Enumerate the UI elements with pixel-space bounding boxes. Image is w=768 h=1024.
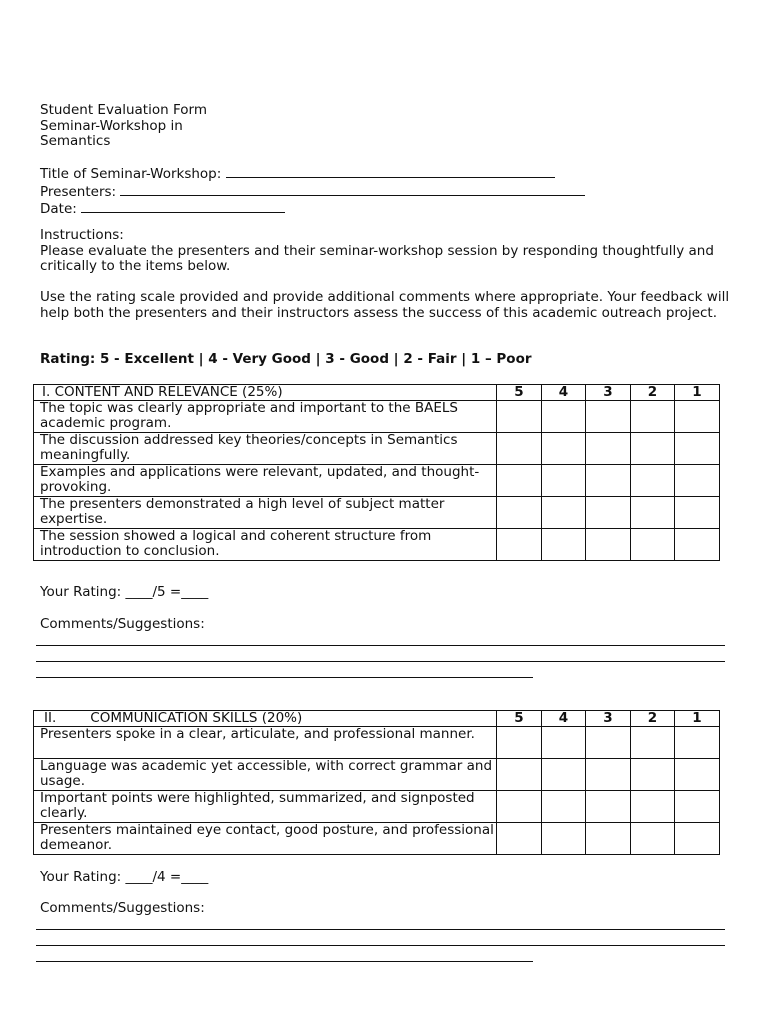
communication-skills-table [33,710,720,855]
rating-cell-5[interactable] [497,727,542,759]
section1-your-rating[interactable]: Your Rating: ____/5 =____ [40,584,209,600]
rating-cell-4[interactable] [542,529,586,561]
rating-cell-2[interactable] [631,433,675,465]
scale-header: 3 [586,711,631,727]
table-header-row [34,711,720,727]
form-fields [40,165,585,218]
date-field-blank[interactable] [81,200,285,213]
table-row [34,497,720,529]
rating-cell-4[interactable] [542,823,586,855]
rating-cell-2[interactable] [631,401,675,433]
table-row [34,465,720,497]
rating-cell-2[interactable] [631,529,675,561]
form-subject: Semantics [40,133,111,150]
criterion-text: Presenters maintained eye contact, good posture, and professional demeanor. [34,823,497,855]
rating-cell-5[interactable] [497,823,542,855]
scale-header: 1 [675,385,720,401]
instructions-paragraph-2: Use the rating scale provided and provide additional comments where appropriate. Your feedback will help both the presenters and their instructors assess the success of this academic outreach project. [40,289,730,321]
rating-cell-4[interactable] [542,497,586,529]
rating-cell-4[interactable] [542,759,586,791]
scale-header: 2 [631,385,675,401]
section2-comment-line-1[interactable] [36,929,725,930]
rating-cell-1[interactable] [675,433,720,465]
scale-header: 4 [542,385,586,401]
rating-cell-3[interactable] [586,529,631,561]
instructions [40,228,740,275]
section2-comment-line-2[interactable] [36,945,725,946]
table-row [34,529,720,561]
scale-header: 2 [631,711,675,727]
scale-header: 5 [497,385,542,401]
rating-cell-5[interactable] [497,791,542,823]
rating-cell-2[interactable] [631,497,675,529]
rating-cell-5[interactable] [497,497,542,529]
rating-cell-4[interactable] [542,465,586,497]
rating-cell-1[interactable] [675,465,720,497]
rating-cell-4[interactable] [542,791,586,823]
presenters-field [40,183,585,201]
rating-cell-1[interactable] [675,727,720,759]
form-header [40,103,207,150]
rating-cell-2[interactable] [631,823,675,855]
criterion-text: The session showed a logical and coherent structure from introduction to conclusion. [34,529,497,561]
rating-cell-3[interactable] [586,759,631,791]
rating-cell-3[interactable] [586,727,631,759]
rating-cell-1[interactable] [675,791,720,823]
instructions-paragraph-1: Please evaluate the presenters and their seminar-workshop session by responding thoughtfully and critically to the items below. [40,242,714,275]
rating-cell-3[interactable] [586,401,631,433]
criterion-text: Presenters spoke in a clear, articulate, and professional manner. [34,727,497,759]
section-title [34,711,497,727]
section1-comments-label: Comments/Suggestions: [40,616,205,632]
rating-cell-4[interactable] [542,401,586,433]
instructions-heading: Instructions: [40,227,124,243]
criterion-text: The presenters demonstrated a high level of subject matter expertise. [34,497,497,529]
date-field-label: Date: [40,201,77,218]
rating-cell-4[interactable] [542,727,586,759]
section-number: II. [44,710,57,726]
table-row [34,791,720,823]
rating-cell-1[interactable] [675,529,720,561]
section1-comment-line-3[interactable] [36,677,533,678]
rating-cell-4[interactable] [542,433,586,465]
table-header-row [34,385,720,401]
rating-cell-5[interactable] [497,759,542,791]
criterion-text: Language was academic yet accessible, with correct grammar and usage. [34,759,497,791]
criterion-text: Important points were highlighted, summarized, and signposted clearly. [34,791,497,823]
rating-cell-1[interactable] [675,823,720,855]
rating-cell-3[interactable] [586,823,631,855]
title-field-blank[interactable] [226,165,555,178]
rating-cell-2[interactable] [631,465,675,497]
table-row [34,727,720,759]
rating-cell-2[interactable] [631,727,675,759]
section1-comment-line-2[interactable] [36,661,725,662]
section-title-text: COMMUNICATION SKILLS (20%) [90,710,303,726]
section2-your-rating[interactable]: Your Rating: ____/4 =____ [40,869,209,885]
presenters-field-blank[interactable] [120,183,585,196]
criterion-text: Examples and applications were relevant, updated, and thought-provoking. [34,465,497,497]
rating-cell-3[interactable] [586,497,631,529]
scale-header: 3 [586,385,631,401]
presenters-field-label: Presenters: [40,183,117,200]
scale-header: 5 [497,711,542,727]
criterion-text: The topic was clearly appropriate and important to the BAELS academic program. [34,401,497,433]
content-relevance-table [33,384,720,561]
rating-cell-1[interactable] [675,497,720,529]
rating-cell-3[interactable] [586,791,631,823]
table-row [34,823,720,855]
rating-cell-5[interactable] [497,433,542,465]
rating-cell-2[interactable] [631,791,675,823]
scale-header: 4 [542,711,586,727]
form-title: Student Evaluation Form [40,102,207,118]
title-field-label: Title of Seminar-Workshop: [40,166,222,182]
rating-cell-3[interactable] [586,433,631,465]
rating-scale: Rating: 5 - Excellent | 4 - Very Good | 3 - Good | 2 - Fair | 1 – Poor [40,351,532,367]
rating-cell-3[interactable] [586,465,631,497]
rating-cell-2[interactable] [631,759,675,791]
table-row [34,401,720,433]
table-row [34,759,720,791]
form-subtitle: Seminar-Workshop in [40,117,183,134]
rating-cell-5[interactable] [497,465,542,497]
section-title: I. CONTENT AND RELEVANCE (25%) [34,385,497,401]
date-field [40,200,585,218]
scale-header: 1 [675,711,720,727]
table-row [34,433,720,465]
rating-cell-1[interactable] [675,759,720,791]
section1-comment-line-1[interactable] [36,645,725,646]
section2-comments-label: Comments/Suggestions: [40,900,205,916]
title-field [40,165,585,183]
rating-cell-5[interactable] [497,401,542,433]
criterion-text: The discussion addressed key theories/concepts in Semantics meaningfully. [34,433,497,465]
rating-cell-5[interactable] [497,529,542,561]
section2-comment-line-3[interactable] [36,961,533,962]
rating-cell-1[interactable] [675,401,720,433]
